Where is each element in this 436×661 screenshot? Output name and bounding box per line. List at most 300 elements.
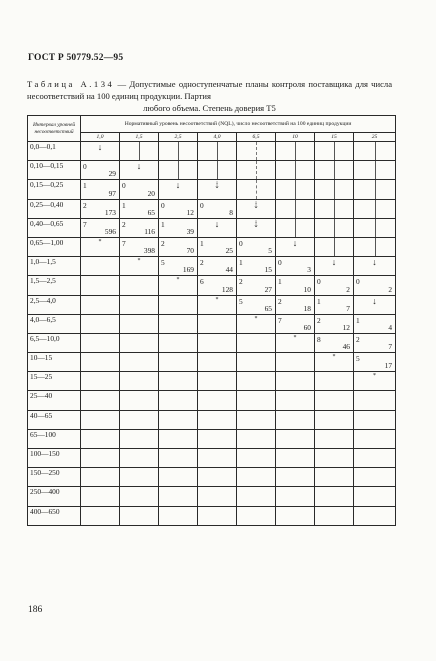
- continuation-line: [295, 219, 296, 237]
- plan-cell: [81, 449, 120, 468]
- plan-cell: [237, 237, 276, 256]
- sample-size: 169: [182, 265, 194, 275]
- plan-cell: [198, 142, 237, 161]
- plan-cell: [120, 333, 159, 352]
- table-row: [28, 218, 396, 237]
- table-row: [28, 487, 396, 506]
- asterisk-mark: *: [98, 238, 102, 245]
- plan-cell: [159, 487, 198, 506]
- plan-cell: [159, 142, 198, 161]
- plan-cell: [159, 506, 198, 525]
- plan-cell: [198, 506, 237, 525]
- plan-cell: [81, 142, 120, 161]
- nql-column-header: 25: [354, 133, 396, 142]
- continuation-line: [375, 180, 376, 198]
- nql-column-header: 15: [315, 133, 354, 142]
- plan-cell: [315, 353, 354, 372]
- plan-cell: [315, 391, 354, 410]
- plan-cell: [315, 410, 354, 429]
- acceptance-number: 2: [317, 315, 321, 325]
- plan-cell: [354, 468, 396, 487]
- sample-size: 8: [229, 207, 233, 217]
- acceptance-number: 0: [278, 258, 282, 268]
- acceptance-number: 7: [83, 219, 87, 229]
- plan-cell: [120, 391, 159, 410]
- arrow-down-icon: ↓: [331, 257, 337, 268]
- sample-size: 17: [384, 361, 393, 371]
- plan-cell: [81, 506, 120, 525]
- plan-cell: [354, 257, 396, 276]
- plan-cell: [315, 276, 354, 295]
- plan-cell: [354, 142, 396, 161]
- plan-cell: [354, 506, 396, 525]
- arrow-down-icon: ⇣: [252, 199, 260, 210]
- plan-cell: [237, 295, 276, 314]
- plan-cell: [237, 410, 276, 429]
- lot-interval-cell: 0,65—1,00: [28, 237, 81, 256]
- plan-cell: [159, 391, 198, 410]
- asterisk-mark: *: [293, 334, 297, 341]
- plan-cell: [120, 142, 159, 161]
- plan-cell: [159, 410, 198, 429]
- plan-cell: [237, 199, 276, 218]
- sample-size: 2: [346, 284, 350, 294]
- plan-cell: [354, 487, 396, 506]
- nql-column-header: 1,0: [81, 133, 120, 142]
- plan-cell: [198, 161, 237, 180]
- plan-cell: [198, 487, 237, 506]
- lot-interval-cell: 0,25—0,40: [28, 199, 81, 218]
- acceptance-number: 0: [122, 181, 126, 191]
- plan-cell: [81, 257, 120, 276]
- acceptance-number: 2: [278, 296, 282, 306]
- sample-size: 7: [346, 303, 350, 313]
- plan-cell: [81, 218, 120, 237]
- caption-tail: любого объема. Степень доверия T5: [143, 103, 276, 113]
- lot-interval-cell: 0,10—0,15: [28, 161, 81, 180]
- plan-cell: [276, 295, 315, 314]
- acceptance-number: 0: [356, 277, 360, 287]
- arrow-down-icon: ↓: [372, 257, 377, 268]
- plan-cell: [354, 372, 396, 391]
- continuation-line: [217, 161, 218, 179]
- sample-size: 4: [388, 322, 393, 332]
- plan-cell: [315, 161, 354, 180]
- plan-cell: [159, 180, 198, 199]
- table-row: [28, 372, 396, 391]
- sample-size: 12: [186, 207, 194, 217]
- table-row: [28, 449, 396, 468]
- plan-cell: [198, 180, 237, 199]
- plan-cell: [159, 372, 198, 391]
- plan-cell: [81, 180, 120, 199]
- plan-cell: [120, 429, 159, 448]
- sample-size: 70: [186, 246, 194, 256]
- plan-cell: [81, 276, 120, 295]
- plan-cell: [315, 429, 354, 448]
- table-row: [28, 295, 396, 314]
- plan-cell: [120, 449, 159, 468]
- acceptance-number: 5: [239, 296, 243, 306]
- plan-cell: [354, 410, 396, 429]
- table-row: [28, 142, 396, 161]
- plan-cell: [237, 218, 276, 237]
- table-row: [28, 257, 396, 276]
- plan-cell: [237, 353, 276, 372]
- plan-cell: [354, 314, 396, 333]
- continuation-line: [375, 161, 376, 179]
- plan-cell: [120, 410, 159, 429]
- plan-cell: [354, 333, 396, 352]
- asterisk-mark: *: [332, 354, 336, 361]
- sample-size: 128: [221, 284, 233, 294]
- arrow-down-icon: ↓: [175, 180, 181, 191]
- table-row: [28, 468, 396, 487]
- sampling-plans-table: [27, 115, 396, 526]
- lot-interval-cell: 0,15—0,25: [28, 180, 81, 199]
- plan-cell: [159, 276, 198, 295]
- page-number: 186: [28, 605, 43, 615]
- continuation-line: [256, 142, 257, 160]
- plan-cell: [276, 372, 315, 391]
- arrow-down-icon: ⇣: [252, 218, 260, 229]
- plan-cell: [276, 333, 315, 352]
- plan-cell: [198, 449, 237, 468]
- table-row: [28, 314, 396, 333]
- plan-cell: [354, 180, 396, 199]
- plan-cell: [120, 353, 159, 372]
- plan-cell: [354, 429, 396, 448]
- acceptance-number: 2: [122, 219, 126, 229]
- continuation-line: [375, 219, 376, 237]
- plan-cell: [354, 353, 396, 372]
- caption-text: — Допустимые одноступенчатые планы контроля поставщика для числа несоответствий на 100 единиц продукции. Партия: [27, 79, 393, 101]
- acceptance-number: 2: [356, 334, 360, 344]
- acceptance-number: 0: [161, 200, 165, 210]
- acceptance-number: 1: [317, 296, 321, 306]
- continuation-line: [295, 161, 296, 179]
- plan-cell: [276, 237, 315, 256]
- continuation-line: [334, 238, 335, 256]
- nql-column-header: 10: [276, 133, 315, 142]
- plan-cell: [81, 391, 120, 410]
- plan-cell: [237, 161, 276, 180]
- plan-cell: [276, 449, 315, 468]
- plan-cell: [354, 391, 396, 410]
- acceptance-number: 0: [200, 200, 204, 210]
- arrow-down-icon: ↓: [97, 142, 103, 152]
- sample-size: 25: [225, 246, 233, 256]
- table-row: [28, 161, 396, 180]
- plan-cell: [159, 237, 198, 256]
- sample-size: 7: [388, 342, 393, 352]
- plan-cell: [120, 257, 159, 276]
- sample-size: 60: [303, 322, 311, 332]
- acceptance-number: 5: [161, 258, 165, 268]
- lot-interval-cell: 4,0—6,5: [28, 314, 81, 333]
- plan-cell: [81, 429, 120, 448]
- asterisk-mark: *: [254, 315, 258, 322]
- nql-column-header: 6,5: [237, 133, 276, 142]
- sample-size: 20: [147, 188, 155, 198]
- continuation-line: [256, 180, 257, 198]
- plan-cell: [276, 199, 315, 218]
- table-row: [28, 276, 396, 295]
- table-row: [28, 506, 396, 525]
- plan-cell: [198, 353, 237, 372]
- plan-cell: [276, 180, 315, 199]
- plan-cell: [276, 468, 315, 487]
- plan-cell: [81, 487, 120, 506]
- lot-interval-cell: 400—650: [28, 506, 81, 525]
- plan-cell: [315, 314, 354, 333]
- plan-cell: [315, 142, 354, 161]
- sample-size: 398: [143, 246, 155, 256]
- table-body: [28, 142, 396, 526]
- acceptance-number: 7: [278, 315, 282, 325]
- acceptance-number: 1: [122, 200, 126, 210]
- sample-size: 97: [108, 188, 116, 198]
- continuation-line: [334, 180, 335, 198]
- sample-size: 39: [186, 226, 194, 236]
- lot-interval-cell: 0,40—0,65: [28, 218, 81, 237]
- lot-interval-cell: 1,0—1,5: [28, 257, 81, 276]
- acceptance-number: 1: [356, 315, 360, 325]
- arrow-down-icon: ↓: [214, 218, 220, 229]
- plan-cell: [315, 218, 354, 237]
- plan-cell: [354, 237, 396, 256]
- plan-cell: [237, 487, 276, 506]
- plan-cell: [237, 257, 276, 276]
- sample-size: 29: [108, 169, 116, 179]
- plan-cell: [276, 276, 315, 295]
- continuation-line: [334, 219, 335, 237]
- table-row: [28, 391, 396, 410]
- plan-cell: [159, 314, 198, 333]
- plan-cell: [237, 429, 276, 448]
- plan-cell: [120, 161, 159, 180]
- lot-interval-cell: 10—15: [28, 353, 81, 372]
- acceptance-number: 0: [317, 277, 321, 287]
- plan-cell: [276, 353, 315, 372]
- nql-header: Нормативный уровень несоответствий (NQL), число несоответствий на 100 единиц продукции: [81, 116, 396, 133]
- plan-cell: [81, 199, 120, 218]
- plan-cell: [81, 314, 120, 333]
- plan-cell: [315, 333, 354, 352]
- acceptance-number: 2: [200, 258, 204, 268]
- plan-cell: [120, 199, 159, 218]
- plan-cell: [237, 314, 276, 333]
- plan-cell: [237, 276, 276, 295]
- plan-cell: [276, 314, 315, 333]
- plan-cell: [120, 314, 159, 333]
- plan-cell: [198, 276, 237, 295]
- acceptance-number: 1: [200, 238, 204, 248]
- plan-cell: [315, 487, 354, 506]
- sample-size: 46: [342, 342, 350, 352]
- plan-cell: [198, 372, 237, 391]
- plan-cell: [81, 333, 120, 352]
- acceptance-number: 8: [317, 334, 321, 344]
- sample-size: 5: [268, 246, 272, 256]
- continuation-line: [375, 142, 376, 160]
- plan-cell: [198, 468, 237, 487]
- lot-interval-cell: 6,5—10,0: [28, 333, 81, 352]
- plan-cell: [120, 372, 159, 391]
- nql-column-headers: [28, 133, 396, 142]
- acceptance-number: 0: [83, 162, 87, 172]
- plan-cell: [81, 410, 120, 429]
- plan-cell: [276, 391, 315, 410]
- plan-cell: [354, 295, 396, 314]
- lot-interval-cell: 25—40: [28, 391, 81, 410]
- plan-cell: [159, 218, 198, 237]
- sample-size: 18: [303, 303, 311, 313]
- plan-cell: [159, 468, 198, 487]
- plan-cell: [276, 487, 315, 506]
- plan-cell: [315, 372, 354, 391]
- sample-size: 173: [104, 207, 116, 217]
- continuation-line: [295, 180, 296, 198]
- lot-interval-cell: 65—100: [28, 429, 81, 448]
- plan-cell: [315, 449, 354, 468]
- continuation-line: [295, 142, 296, 160]
- plan-cell: [198, 391, 237, 410]
- table-label: Таблица А.134: [27, 79, 115, 89]
- lot-interval-cell: 15—25: [28, 372, 81, 391]
- plan-cell: [159, 353, 198, 372]
- table-row: [28, 429, 396, 448]
- plan-cell: [198, 218, 237, 237]
- lot-interval-cell: 0,0—0,1: [28, 142, 81, 161]
- plan-cell: [276, 142, 315, 161]
- arrow-down-icon: ↓: [292, 237, 298, 248]
- continuation-line: [217, 142, 218, 160]
- plan-cell: [81, 372, 120, 391]
- nql-column-header: 1,5: [120, 133, 159, 142]
- acceptance-number: 7: [122, 238, 126, 248]
- plan-cell: [315, 180, 354, 199]
- table-row: [28, 199, 396, 218]
- plan-cell: [159, 429, 198, 448]
- continuation-line: [295, 200, 296, 218]
- plan-cell: [315, 257, 354, 276]
- lot-interval-cell: 1,5—2,5: [28, 276, 81, 295]
- arrow-down-icon: ⇣: [213, 180, 221, 191]
- acceptance-number: 6: [200, 277, 204, 287]
- sample-size: 65: [147, 207, 155, 217]
- acceptance-number: 1: [83, 181, 87, 191]
- plan-cell: [198, 333, 237, 352]
- lot-interval-cell: 2,5—4,0: [28, 295, 81, 314]
- sample-size: 10: [303, 284, 311, 294]
- acceptance-number: 1: [161, 219, 165, 229]
- lot-interval-cell: 40—65: [28, 410, 81, 429]
- acceptance-number: 0: [239, 238, 243, 248]
- plan-cell: [237, 468, 276, 487]
- acceptance-number: 5: [356, 354, 360, 364]
- table-row: [28, 237, 396, 256]
- continuation-line: [178, 142, 179, 160]
- plan-cell: [120, 218, 159, 237]
- plan-cell: [237, 142, 276, 161]
- acceptance-number: 2: [239, 277, 243, 287]
- table-row: [28, 353, 396, 372]
- continuation-line: [334, 200, 335, 218]
- plan-cell: [354, 276, 396, 295]
- plan-cell: [237, 391, 276, 410]
- plan-cell: [159, 199, 198, 218]
- table-caption: [27, 78, 392, 114]
- acceptance-number: 1: [278, 277, 282, 287]
- lot-interval-cell: 250—400: [28, 487, 81, 506]
- plan-cell: [315, 237, 354, 256]
- plan-cell: [354, 199, 396, 218]
- plan-cell: [81, 468, 120, 487]
- lot-interval-cell: 100—150: [28, 449, 81, 468]
- continuation-line: [256, 161, 257, 179]
- sample-size: 44: [225, 265, 233, 275]
- arrow-down-icon: ↓: [372, 295, 377, 306]
- plan-cell: [315, 199, 354, 218]
- plan-cell: [159, 161, 198, 180]
- document-header: ГОСТ Р 50779.52—95: [28, 53, 124, 63]
- nql-column-header: 2,5: [159, 133, 198, 142]
- plan-cell: [354, 218, 396, 237]
- plan-cell: [120, 276, 159, 295]
- plan-cell: [237, 372, 276, 391]
- plan-cell: [276, 429, 315, 448]
- plan-cell: [120, 237, 159, 256]
- plan-cell: [81, 237, 120, 256]
- sample-size: 116: [144, 226, 155, 236]
- plan-cell: [198, 410, 237, 429]
- plan-cell: [237, 180, 276, 199]
- plan-cell: [354, 161, 396, 180]
- acceptance-number: 1: [239, 258, 243, 268]
- sample-size: 3: [307, 265, 311, 275]
- plan-cell: [276, 218, 315, 237]
- plan-cell: [276, 257, 315, 276]
- asterisk-mark: *: [137, 258, 141, 265]
- plan-cell: [159, 449, 198, 468]
- plan-cell: [315, 468, 354, 487]
- plan-cell: [198, 257, 237, 276]
- asterisk-mark: *: [215, 296, 219, 303]
- table-row: [28, 410, 396, 429]
- continuation-line: [375, 200, 376, 218]
- plan-cell: [120, 295, 159, 314]
- sample-size: 15: [264, 265, 272, 275]
- plan-cell: [120, 468, 159, 487]
- asterisk-mark: *: [176, 277, 180, 284]
- acceptance-number: 2: [83, 200, 87, 210]
- plan-cell: [120, 487, 159, 506]
- plan-cell: [120, 180, 159, 199]
- sample-size: 12: [342, 322, 350, 332]
- nql-column-header: 4,0: [198, 133, 237, 142]
- plan-cell: [159, 333, 198, 352]
- sample-size: 2: [388, 284, 393, 294]
- plan-cell: [237, 449, 276, 468]
- plan-cell: [198, 237, 237, 256]
- plan-cell: [120, 506, 159, 525]
- acceptance-number: 2: [161, 238, 165, 248]
- sample-size: 596: [104, 226, 116, 236]
- plan-cell: [315, 506, 354, 525]
- plan-cell: [237, 506, 276, 525]
- plan-cell: [315, 295, 354, 314]
